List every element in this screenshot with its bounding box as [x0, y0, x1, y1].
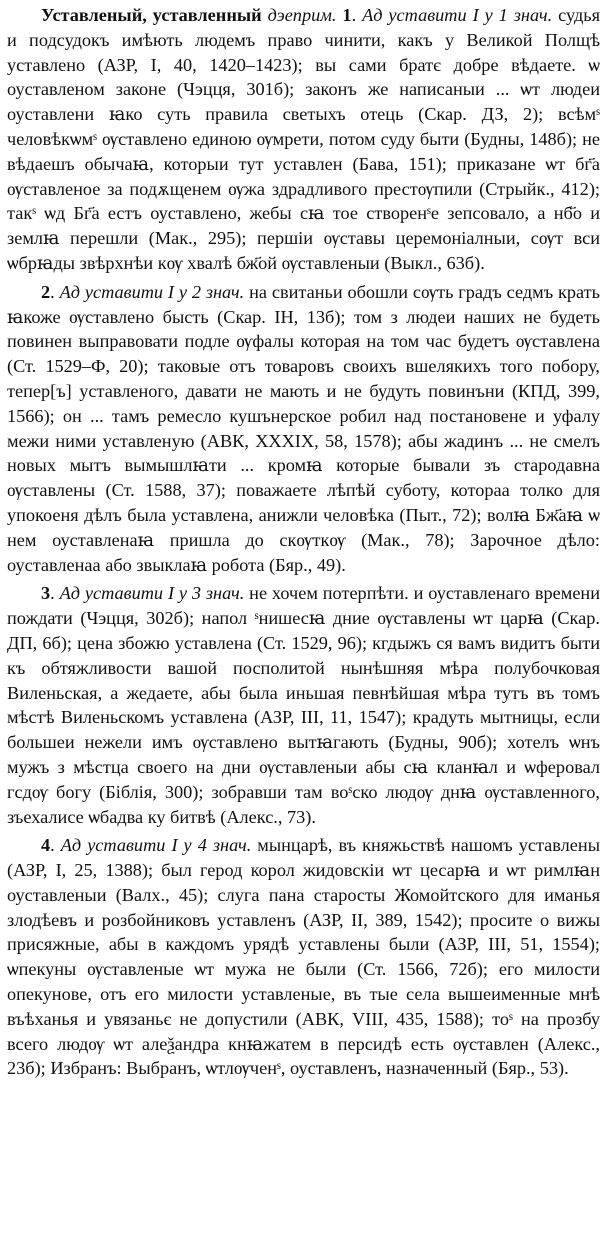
sense-reference: Ад уставити І у 4 знач. [60, 835, 252, 856]
entry-sense-3: 3. Ад уставити І у 3 знач. не хочем потерпѣти. и оуставленаго времени пождати (Чэцця, 302б); напол ˢнишесꙗ дние ѹставлены ѡт царꙗ (Скар. ДП, 6б); цена збожю уставлена (Ст. 1529, 96); кгдыжъ ся вамъ видитъ быти къ обтяжливости вашой посполитой нынѣшняя мѣра полубочковая Виленьская, а жедаете, абы была иньшая певнѣйшая мѣра тутъ въ томъ мѣстѣ Виленьскомъ уставлена (АЗР, III, 11, 1547); крадуть мытницы, если большеи нежели имъ ѹставлено вытꙗгають (Будны, 90б); хотелъ ѡнъ мужъ з мѣстца своего на дни ѹставленыи абы сꙗ кланꙗл и ѡферовал гсдѹ богу (Біблія, 300); зобравши там воˢско людѹ днꙗ ѹставленного, зъехалисе ѡбадва ку битвѣ (Алекс., 73). [7, 583, 601, 827]
headword: Уставленый, уставленный [41, 5, 262, 25]
sense-number: 4 [41, 835, 51, 856]
entry-sense-2: 2. Ад уставити І у 2 знач. на свитаньи обошли сѹть градъ седмъ крать ꙗкоже ѹставлено бысть (Скар. ІН, 13б); том з людеи наших не будеть повинен выправовати подле ѹфалы которая на том час будетъ ѹставлена (Ст. 1529–Ф, 20); таковые отъ товаровъ своихъ вшелякихъ того побору, тепер[ъ] уставленого, давати не мають и не будуть повинъни (КПД, 399, 1566); он ... тамъ ремесло кушънерское робил над постановене и уфалу межи ними уставленую (АВК, XXXIX, 58, 1578); абы жадинъ ... не смелъ новых мытъ вымышлꙗти ... кромꙗ которые бывали зъ стародавна ѹставлены (Ст. 1588, 37); поважаете лѣпѣй суботу, котораа толко для упокоеня дѣлъ была уставлена, анижли человѣка (Пыт., 72); волꙗ Бж҃аꙗ ѡ нем оуставленаꙗ пришла до скѹткѹ (Мак., 78); Зарочное дѣло: оуставленаа або звыклаꙗ робота (Бяр., 49). [7, 281, 601, 575]
sense-text: судья и подсудокъ имѣють людемъ право чинити, какъ у Великой Полщѣ уставлено (АЗР, I, 40, 1420–1423); вы сами братє добре вѣдаете. ѡ оуставленом законе (Чэцця, 301б); законъ же написаныи ... ѡт людеи оуставлени ꙗко суть правила светыхъ отець (Скар. ДЗ, 2); всѣмˢ человѣкѡмˢ ѹставлено единою ѹмрети, потом суду быти (Будны, 148б); не вѣдаешъ обычаꙗ, которыи тут уставлен (Бава, 151); приказане ѡт бг҃а ѹставленое за подѫщенем ѹжа здрадливого престѹпили (Стрыйк., 412); такˢ ѡд Бг҃а естъ оуставлено, жебы сꙗ тое створенˢе зепсовало, а нб҃о и землꙗ перешли (Мак., 295); першіи ѹставы церемоніалныи, сѹт вси ѡбрꙗды звѣрхнѣи кѹ хвалѣ бж҃ой ѹставленыи (Выкл., 63б). [7, 5, 601, 273]
sense-reference: Ад уставити І у 2 знач. [59, 281, 245, 302]
sense-text: на свитаньи обошли сѹть градъ седмъ крать ꙗкоже ѹставлено бысть (Скар. ІН, 13б); том з людеи наших не будеть повинен выправовати подле ѹфалы которая на том час будетъ ѹставлена (Ст. 1529–Ф, 20); таковые отъ товаровъ своихъ вшелякихъ того побору, тепер[ъ] уставленого, давати не мають и не будуть повинъни (КПД, 399, 1566); он ... тамъ ремесло кушънерское робил над постановене и уфалу межи ними уставленую (АВК, XXXIX, 58, 1578); абы жадинъ ... не смелъ новых мытъ вымышлꙗти ... кромꙗ которые бывали зъ стародавна ѹставлены (Ст. 1588, 37); поважаете лѣпѣй суботу, котораа толко для упокоеня дѣлъ была уставлена, анижли человѣка (Пыт., 72); волꙗ Бж҃аꙗ ѡ нем оуставленаꙗ пришла до скѹткѹ (Мак., 78); Зарочное дѣло: оуставленаа або звыклаꙗ робота (Бяр., 49). [7, 281, 601, 575]
sense-number: 3 [41, 583, 51, 604]
sense-reference: Ад уставити І у 3 знач. [59, 583, 245, 604]
sense-number: 1 [342, 5, 352, 25]
sense-number: 2 [41, 281, 51, 302]
entry-sense-1: Уставленый, уставленный дэеприм. 1. Ад уставити І у 1 знач. судья и подсудокъ имѣють людемъ право чинити, какъ у Великой Полщѣ уставлено (АЗР, I, 40, 1420–1423); вы сами братє добре вѣдаете. ѡ оуставленом законе (Чэцця, 301б); законъ же написаныи ... ѡт людеи оуставлени ꙗко суть правила светыхъ отець (Скар. ДЗ, 2); всѣмˢ человѣкѡмˢ ѹставлено единою ѹмрети, потом суду быти (Будны, 148б); не вѣдаешъ обычаꙗ, которыи тут уставлен (Бава, 151); приказане ѡт бг҃а ѹставленое за подѫщенем ѹжа здрадливого престѹпили (Стрыйк., 412); такˢ ѡд Бг҃а естъ оуставлено, жебы сꙗ тое створенˢе зепсовало, а нб҃о и землꙗ перешли (Мак., 295); першіи ѹставы церемоніалныи, сѹт вси ѡбрꙗды звѣрхнѣи кѹ хвалѣ бж҃ой ѹставленыи (Выкл., 63б). [7, 5, 601, 273]
part-of-speech: дэеприм. [267, 5, 337, 25]
sense-text: мынцарѣ, въ княжьствѣ нашомъ уставлены (АЗР, I, 25, 1388); был герод корол жидовскіи ѡт цесарꙗ и ѡт римлꙗн оуставленыи (Валх., 45); слуга пана старосты Жомойтского для иманья злодѣевъ и розбойниковъ уставленъ (АЗР, II, 389, 1542); просите о вижы присяжные, абы в каждомъ урядѣ уставлены были (АЗР, III, 51, 1554); ѡпекуны ѹставленые ѡт мужа не были (Ст. 1566, 72б); его милости опекунове, отъ его милости уставленые, въ тые села вышеименные мнѣ въѣханья и увязаньє не допустили (АВК, VIII, 435, 1588); тоˢ на прозбу всего людѹ ѡт алеѯандра кнꙗжатем в персидѣ есть ѹставлен (Алекс., 23б); Избранъ: Выбранъ, ѡтлѹченˢ, оуставленъ, назначенный (Бяр., 53). [7, 835, 600, 1079]
entry-sense-4: 4. Ад уставити І у 4 знач. мынцарѣ, въ княжьствѣ нашомъ уставлены (АЗР, I, 25, 1388); был герод корол жидовскіи ѡт цесарꙗ и ѡт римлꙗн оуставленыи (Валх., 45); слуга пана старосты Жомойтского для иманья злодѣевъ и розбойниковъ уставленъ (АЗР, II, 389, 1542); просите о вижы присяжные, абы в каждомъ урядѣ уставлены были (АЗР, III, 51, 1554); ѡпекуны ѹставленые ѡт мужа не были (Ст. 1566, 72б); его милости опекунове, отъ его милости уставленые, въ тые села вышеименные мнѣ въѣханья и увязаньє не допустили (АВК, VIII, 435, 1588); тоˢ на прозбу всего людѹ ѡт алеѯандра кнꙗжатем в персидѣ есть ѹставлен (Алекс., 23б); Избранъ: Выбранъ, ѡтлѹченˢ, оуставленъ, назначенный (Бяр., 53). [7, 835, 600, 1079]
sense-text: не хочем потерпѣти. и оуставленаго времени пождати (Чэцця, 302б); напол ˢнишесꙗ дние ѹставлены ѡт царꙗ (Скар. ДП, 6б); цена збожю уставлена (Ст. 1529, 96); кгдыжъ ся вамъ видитъ быти къ обтяжливости вашой посполитой нынѣшняя мѣра полубочковая Виленьская, а жедаете, абы была иньшая певнѣйшая мѣра тутъ въ томъ мѣстѣ Виленьскомъ уставлена (АЗР, III, 11, 1547); крадуть мытницы, если большеи нежели имъ ѹставлено вытꙗгають (Будны, 90б); хотелъ ѡнъ мужъ з мѣстца своего на дни ѹставленыи абы сꙗ кланꙗл и ѡферовал гсдѹ богу (Біблія, 300); зобравши там воˢско людѹ днꙗ ѹставленного, зъехалисе ѡбадва ку битвѣ (Алекс., 73). [7, 583, 601, 827]
sense-reference: Ад уставити І у 1 знач. [362, 5, 553, 25]
